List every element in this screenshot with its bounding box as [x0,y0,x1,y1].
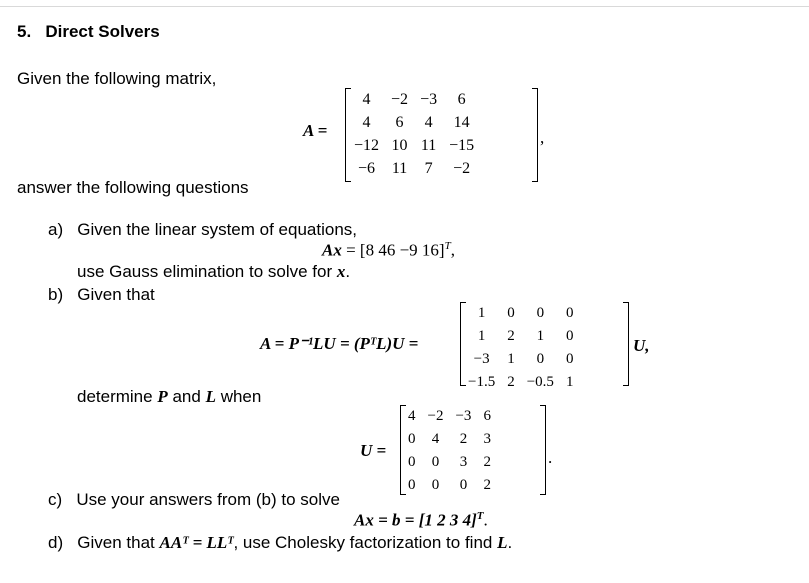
part-c-text: Use your answers from (b) to solve [76,490,340,509]
matrix-cell: 2 [507,328,515,344]
matrix-a-comma: , [540,128,545,147]
matrix-cell: 10 [391,136,408,154]
part-a-var: x [336,262,346,281]
matrix-cell: 6 [395,113,404,131]
u-label: U = [360,441,387,460]
part-a-eq-trail: , [450,240,455,260]
part-b-determine [77,387,261,407]
matrix-cell: −3 [420,90,438,108]
matrix-cell: 3 [459,454,468,470]
matrix-row [402,451,497,474]
matrix-cell: 0 [507,305,515,321]
matrix-cell: 2 [507,374,515,390]
matrix-row [402,428,497,451]
part-c-marker: c) [48,490,63,509]
section-number: 5. [17,22,32,41]
matrix-cell: 0 [408,477,416,493]
matrix-cell: 14 [453,113,470,131]
part-c [48,490,340,510]
matrix-row [462,325,579,348]
matrix-a-right-bracket [532,88,538,182]
part-a-text: Given the linear system of equations, [77,220,357,239]
part-b-trail: U, [633,336,650,355]
matrix-cell: −1.5 [468,374,496,390]
matrix-cell: 0 [408,431,416,447]
matrix-cell: 0 [431,454,440,470]
matrix-cell: −0.5 [526,374,554,390]
determine-pre: determine [77,387,153,406]
matrix-row [348,111,480,134]
determine-l: L [205,387,216,406]
matrix-u-trail: . [548,448,553,467]
part-d-marker: d) [48,533,64,552]
matrix-cell: 2 [483,477,491,493]
matrix-cell: 1 [565,374,574,390]
part-a-eq-rhs: = [8 46 −9 16] [346,240,445,260]
matrix-plu [462,302,579,394]
part-d-pre: Given that [77,533,155,552]
matrix-u [402,405,497,497]
matrix-cell: 0 [565,305,574,321]
matrix-cell: −6 [358,159,376,177]
part-a-use-text: use Gauss elimination to solve for [77,262,333,281]
matrix-cell: −12 [354,136,380,154]
part-d [48,533,512,553]
matrix-cell: −2 [391,90,409,108]
part-a-marker: a) [48,220,64,239]
matrix-a [348,88,480,180]
matrix-a-label: A = [303,121,328,140]
matrix-row [402,474,497,497]
part-d-mid: , use Cholesky factorization to find [233,533,493,552]
matrix-row [462,371,579,394]
matrix-cell: 6 [457,90,466,108]
part-b-text: Given that [77,285,155,304]
part-b-marker: b) [48,285,64,304]
matrix-cell: 0 [536,351,545,367]
answer-text: answer the following questions [17,178,249,197]
matrix-cell: 0 [565,328,574,344]
matrix-cell: 0 [565,351,574,367]
matrix-cell: 2 [459,431,468,447]
matrix-cell: −3 [473,351,490,367]
matrix-cell: 11 [420,136,437,154]
part-c-equation [354,510,488,531]
matrix-cell: 4 [362,113,371,131]
matrix-row [402,405,497,428]
matrix-cell: 4 [431,431,440,447]
part-a-eq-lhs: Ax [322,240,342,260]
matrix-cell: 11 [391,159,408,177]
matrix-cell: −15 [449,136,475,154]
part-a [48,220,357,240]
matrix-cell: 4 [362,90,371,108]
determine-p: P [157,387,168,406]
determine-and: and [172,387,201,406]
part-c-eq: Ax = b = [1 2 3 4] [354,510,477,530]
matrix-cell: 0 [536,305,545,321]
part-a-eq-sup: T [444,240,451,252]
part-a-use [77,262,350,282]
matrix-b-right-bracket [623,302,629,386]
matrix-row [348,157,480,180]
matrix-cell: 0 [459,477,468,493]
part-b-equation: A = P⁻¹LU = (PᵀL)U = [260,334,419,353]
part-c-eq-trail: . [483,510,488,530]
matrix-cell: 2 [483,454,491,470]
matrix-cell: 6 [483,408,491,424]
matrix-row [348,88,480,111]
matrix-row [462,302,579,325]
matrix-cell: 4 [424,113,433,131]
part-a-equation [322,240,455,261]
part-d-l: L [497,533,508,552]
intro-text: Given the following matrix, [17,69,217,88]
part-b [48,285,155,305]
matrix-cell: 4 [408,408,416,424]
matrix-u-right-bracket [540,405,546,495]
part-c-eq-sup: T [476,510,484,522]
matrix-row [462,348,579,371]
part-d-eq: AAᵀ = LLᵀ [159,533,234,552]
matrix-row [348,134,480,157]
matrix-cell: −2 [453,159,471,177]
matrix-cell: −3 [455,408,472,424]
matrix-cell: 3 [483,431,491,447]
section-title: Direct Solvers [45,22,160,41]
matrix-cell: 1 [477,305,486,321]
determine-when: when [220,387,262,406]
part-a-end: . [345,262,351,281]
matrix-cell: −2 [427,408,444,424]
matrix-cell: 7 [424,159,433,177]
matrix-cell: 1 [477,328,486,344]
part-d-end: . [507,533,513,552]
matrix-cell: 1 [536,328,545,344]
matrix-cell: 0 [408,454,416,470]
matrix-cell: 0 [431,477,440,493]
top-divider [0,6,809,7]
section-heading [17,22,160,42]
matrix-cell: 1 [507,351,515,367]
